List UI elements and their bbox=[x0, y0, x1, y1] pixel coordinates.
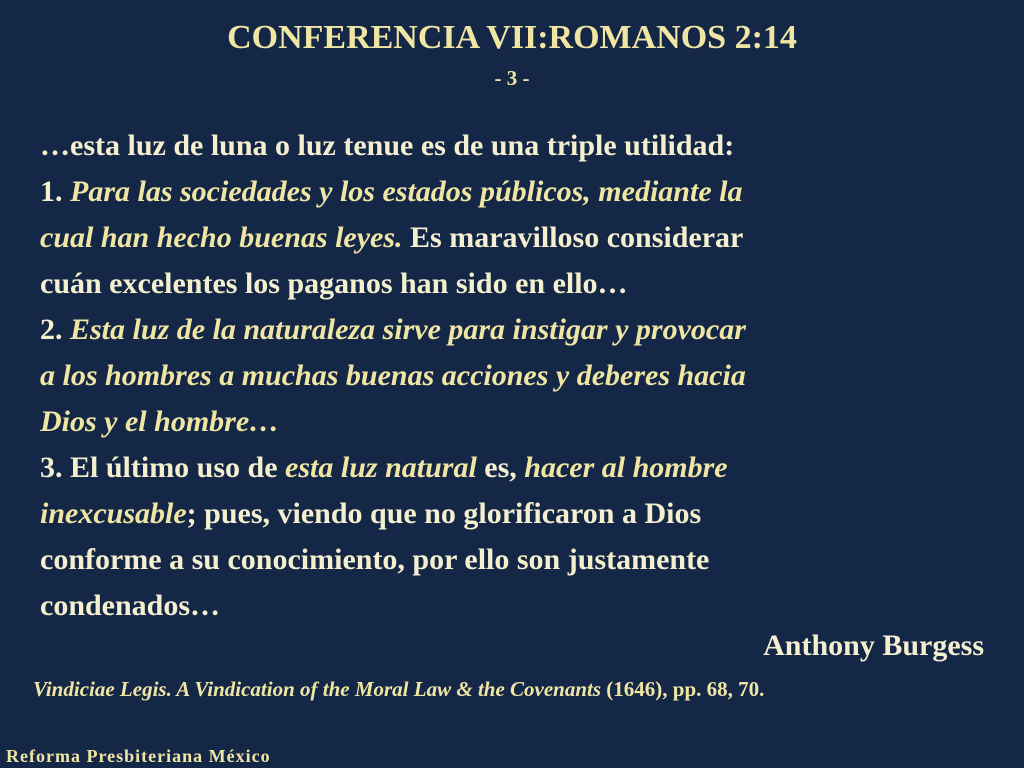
quote-text: 1. bbox=[40, 175, 70, 208]
slide-title: CONFERENCIA VII:ROMANOS 2:14 bbox=[227, 19, 797, 56]
quote-emphasis: Esta luz de la naturaleza sirve para instigar y provocar bbox=[70, 313, 746, 346]
quote-text: es, bbox=[476, 451, 525, 484]
page-number: - 3 - bbox=[494, 66, 530, 90]
quote-emphasis: hacer al hombre bbox=[524, 451, 728, 484]
quote-author: Anthony Burgess bbox=[763, 629, 984, 662]
quote-line bbox=[40, 399, 1000, 445]
quote-body bbox=[40, 123, 1000, 629]
quote-text: …esta luz de luna o luz tenue es de una triple utilidad: bbox=[40, 129, 735, 162]
quote-line bbox=[40, 537, 1000, 583]
quote-text: cuán excelentes los paganos han sido en ello… bbox=[40, 267, 628, 300]
quote-source bbox=[33, 675, 764, 703]
quote-line bbox=[40, 583, 1000, 629]
quote-emphasis: inexcusable bbox=[40, 497, 187, 530]
quote-text: 3. El último uso de bbox=[40, 451, 286, 484]
quote-text: 2. bbox=[40, 313, 70, 346]
source-details: (1646), pp. 68, 70. bbox=[601, 677, 765, 701]
quote-line bbox=[40, 491, 1000, 537]
quote-emphasis: Dios y el hombre… bbox=[40, 405, 280, 438]
quote-line bbox=[40, 353, 1000, 399]
quote-line bbox=[40, 445, 1000, 491]
quote-line bbox=[40, 307, 1000, 353]
quote-emphasis: cual han hecho buenas leyes. bbox=[40, 221, 403, 254]
quote-line bbox=[40, 261, 1000, 307]
quote-emphasis: esta luz natural bbox=[285, 451, 477, 484]
quote-text: condenados… bbox=[40, 589, 221, 622]
footer-organization: Reforma Presbiteriana México bbox=[6, 746, 271, 766]
quote-text: conforme a su conocimiento, por ello son justamente bbox=[40, 543, 710, 576]
quote-line bbox=[40, 123, 1000, 169]
quote-line bbox=[40, 215, 1000, 261]
quote-text: Es maravilloso considerar bbox=[402, 221, 744, 254]
quote-line bbox=[40, 169, 1000, 215]
quote-emphasis: Para las sociedades y los estados públicos, mediante la bbox=[70, 175, 743, 208]
quote-emphasis: a los hombres a muchas buenas acciones y deberes hacia bbox=[40, 359, 746, 392]
quote-text: ; pues, viendo que no glorificaron a Dios bbox=[186, 497, 702, 530]
source-title: Vindiciae Legis. A Vindication of the Moral Law & the Covenants bbox=[33, 677, 602, 701]
